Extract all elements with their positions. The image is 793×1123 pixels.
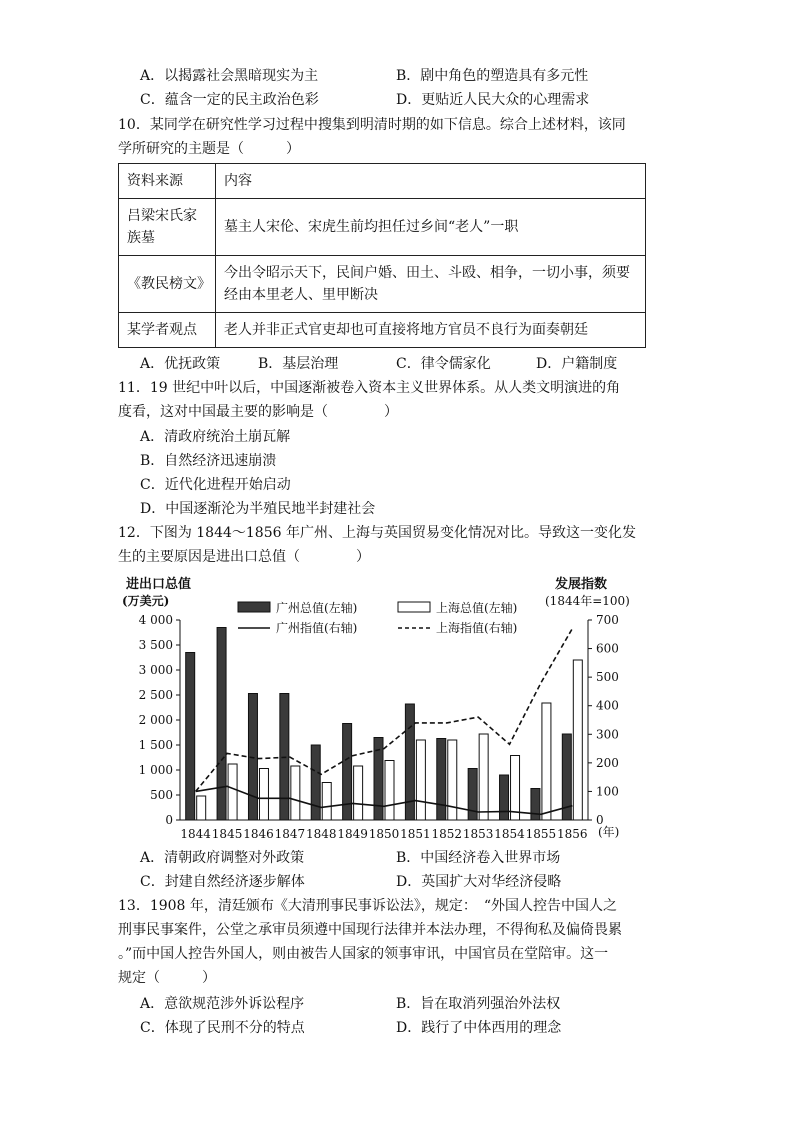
chart-legend: [238, 600, 517, 635]
bar-shanghai-total: [416, 740, 425, 820]
left-axis-tick-label: 4 000: [138, 613, 173, 627]
q12-stem-line1: 12．下图为 1844～1856 年广州、上海与英国贸易变化情况对比。导致这一变化发: [118, 525, 636, 541]
bar-shanghai-total: [291, 766, 300, 820]
left-axis-title-1: 进出口总值: [126, 577, 192, 592]
left-axis-tick-label: 1 000: [138, 763, 173, 777]
left-axis-title-2: (万美元): [122, 594, 170, 608]
x-axis-unit: (年): [598, 825, 620, 839]
left-axis-tick-label: 1 500: [138, 738, 173, 752]
table-cell-content: 墓主人宋伦、宋虎生前均担任过乡间“老人”一职: [216, 199, 646, 256]
right-axis-tick-label: 400: [596, 698, 619, 713]
q13-stem-line4: 规定（ ）: [118, 970, 216, 986]
table-header-row: [119, 164, 646, 199]
q12-option-c[interactable]: C．封建自然经济逐步解体: [140, 874, 305, 890]
q13-option-d[interactable]: D．践行了中体西用的理念: [396, 1020, 562, 1036]
left-axis-tick-label: 3 000: [138, 663, 173, 677]
trade-chart: [118, 572, 638, 844]
legend-swatch-gz-total: [238, 602, 270, 612]
table-row: [119, 313, 646, 348]
q11-option-c[interactable]: C．近代化进程开始启动: [140, 477, 291, 493]
left-axis-tick-label: 3 500: [138, 638, 173, 652]
bar-shanghai-total: [228, 764, 237, 820]
right-axis-tick-label: 600: [596, 641, 619, 656]
bar-shanghai-total: [197, 796, 206, 820]
bar-shanghai-total: [511, 756, 520, 821]
table-header-content: 内容: [216, 164, 646, 199]
bar-shanghai-total: [479, 734, 488, 820]
x-axis-tick-label: 1856: [557, 827, 588, 841]
right-axis-tick-label: 500: [596, 670, 619, 685]
legend-label-gz-index: 广州指值(右轴): [276, 621, 358, 635]
q11-option-a[interactable]: A．清政府统治土崩瓦解: [140, 429, 291, 445]
bar-shanghai-total: [573, 660, 582, 820]
right-axis-tick-label: 700: [596, 613, 619, 627]
q10-source-table: [118, 163, 646, 348]
q10-stem-line1: 10．某同学在研究性学习过程中搜集到明清时期的如下信息。综合上述材料，该同: [118, 117, 626, 133]
bar-shanghai-total: [385, 761, 394, 821]
table-cell-content: 老人并非正式官吏却也可直接将地方官员不良行为面奏朝廷: [216, 313, 646, 348]
table-cell-source: 吕梁宋氏家族墓: [119, 199, 216, 256]
legend-swatch-sh-total: [398, 602, 430, 612]
bar-shanghai-total: [542, 703, 551, 820]
q9-option-c[interactable]: C．蕴含一定的民主政治色彩: [140, 92, 319, 108]
bar-guangzhou-total: [437, 739, 446, 821]
table-cell-content: 今出令昭示天下，民间户婚、田土、斗殴、相争，一切小事，须要经由本里老人、里甲断决: [216, 256, 646, 313]
x-axis-tick-label: 1849: [337, 827, 368, 841]
x-axis-tick-label: 1848: [305, 827, 337, 841]
right-axis-title-1: 发展指数: [555, 577, 608, 592]
table-header-source: 资料来源: [119, 164, 216, 199]
q12-stem-line2: 生的主要原因是进出口总值（ ）: [118, 549, 370, 565]
q13-option-c[interactable]: C．体现了民刑不分的特点: [140, 1020, 305, 1036]
bar-shanghai-total: [354, 766, 363, 820]
x-axis-tick-label: 1845: [211, 827, 243, 841]
x-axis-tick-label: 1847: [274, 827, 306, 841]
q9-option-d[interactable]: D．更贴近人民大众的心理需求: [396, 92, 590, 108]
q11-stem-line1: 11．19 世纪中叶以后，中国逐渐被卷入资本主义世界体系。从人类文明演进的角: [118, 380, 621, 396]
q13-stem-line2: 刑事民事案件，公堂之承审员须遵中国现行法律并本法办理，不得徇私及偏倚畏累: [118, 922, 622, 938]
bar-guangzhou-total: [311, 745, 320, 820]
table-cell-source: 《教民榜文》: [119, 256, 216, 313]
bar-guangzhou-total: [500, 775, 509, 820]
q9-option-b[interactable]: B．剧中角色的塑造具有多元性: [396, 68, 589, 84]
bar-guangzhou-total: [217, 628, 226, 821]
right-axis-tick-label: 100: [596, 784, 619, 799]
q10-stem-line2: 学所研究的主题是（ ）: [118, 141, 300, 157]
q11-option-b[interactable]: B．自然经济迅速崩溃: [140, 453, 277, 469]
bar-shanghai-total: [259, 769, 268, 821]
bar-shanghai-total: [322, 783, 331, 821]
table-row: [119, 199, 646, 256]
right-axis-tick-label: 300: [596, 727, 619, 742]
q13-option-a[interactable]: A．意欲规范涉外诉讼程序: [140, 996, 305, 1012]
bar-guangzhou-total: [343, 724, 352, 821]
legend-label-sh-index: 上海指值(右轴): [436, 621, 518, 635]
q12-option-b[interactable]: B．中国经济卷入世界市场: [396, 850, 561, 866]
x-axis-tick-label: 1851: [400, 827, 431, 841]
plot-area: [139, 613, 619, 841]
q10-option-c[interactable]: C．律令儒家化: [396, 356, 491, 372]
q12-option-a[interactable]: A．清朝政府调整对外政策: [140, 850, 305, 866]
q9-option-a[interactable]: A．以揭露社会黑暗现实为主: [140, 68, 319, 84]
legend-label-gz-total: 广州总值(左轴): [276, 601, 358, 615]
x-axis-tick-label: 1850: [368, 827, 400, 841]
x-axis-tick-label: 1855: [525, 827, 557, 841]
x-axis-tick-label: 1852: [431, 827, 463, 841]
q10-option-d[interactable]: D．户籍制度: [536, 356, 618, 372]
left-axis-tick-label: 500: [150, 788, 173, 802]
table-row: [119, 256, 646, 313]
q11-option-d[interactable]: D．中国逐渐沦为半殖民地半封建社会: [140, 501, 376, 517]
right-axis-tick-label: 200: [596, 755, 619, 770]
legend-label-sh-total: 上海总值(左轴): [436, 601, 518, 615]
q10-option-a[interactable]: A．优抚政策: [140, 356, 221, 372]
q12-option-d[interactable]: D．英国扩大对华经济侵略: [396, 874, 562, 890]
x-axis-tick-label: 1846: [243, 827, 274, 841]
x-axis-tick-label: 1853: [462, 827, 494, 841]
bar-guangzhou-total: [531, 789, 540, 821]
q10-option-b[interactable]: B．基层治理: [258, 356, 339, 372]
q13-stem-line3: 。”而中国人控告外国人，则由被告人国家的领事审讯，中国官员在堂陪审。这一: [118, 946, 609, 962]
left-axis-tick-label: 2 000: [138, 713, 173, 727]
right-axis-tick-label: 0: [596, 813, 604, 827]
left-axis-tick-label: 0: [165, 813, 173, 827]
right-axis-title-2: (1844年=100): [545, 594, 630, 608]
left-axis-tick-label: 2 500: [138, 688, 173, 702]
q13-option-b[interactable]: B．旨在取消列强治外法权: [396, 996, 561, 1012]
x-axis-tick-label: 1854: [494, 827, 525, 841]
q13-stem-line1: 13．1908 年，清廷颁布《大清刑事民事诉讼法》，规定： “外国人控告中国人之: [118, 898, 618, 914]
q11-stem-line2: 度看，这对中国最主要的影响是（ ）: [118, 404, 398, 420]
bar-guangzhou-total: [186, 653, 195, 821]
x-axis-tick-label: 1844: [180, 827, 211, 841]
table-cell-source: 某学者观点: [119, 313, 216, 348]
